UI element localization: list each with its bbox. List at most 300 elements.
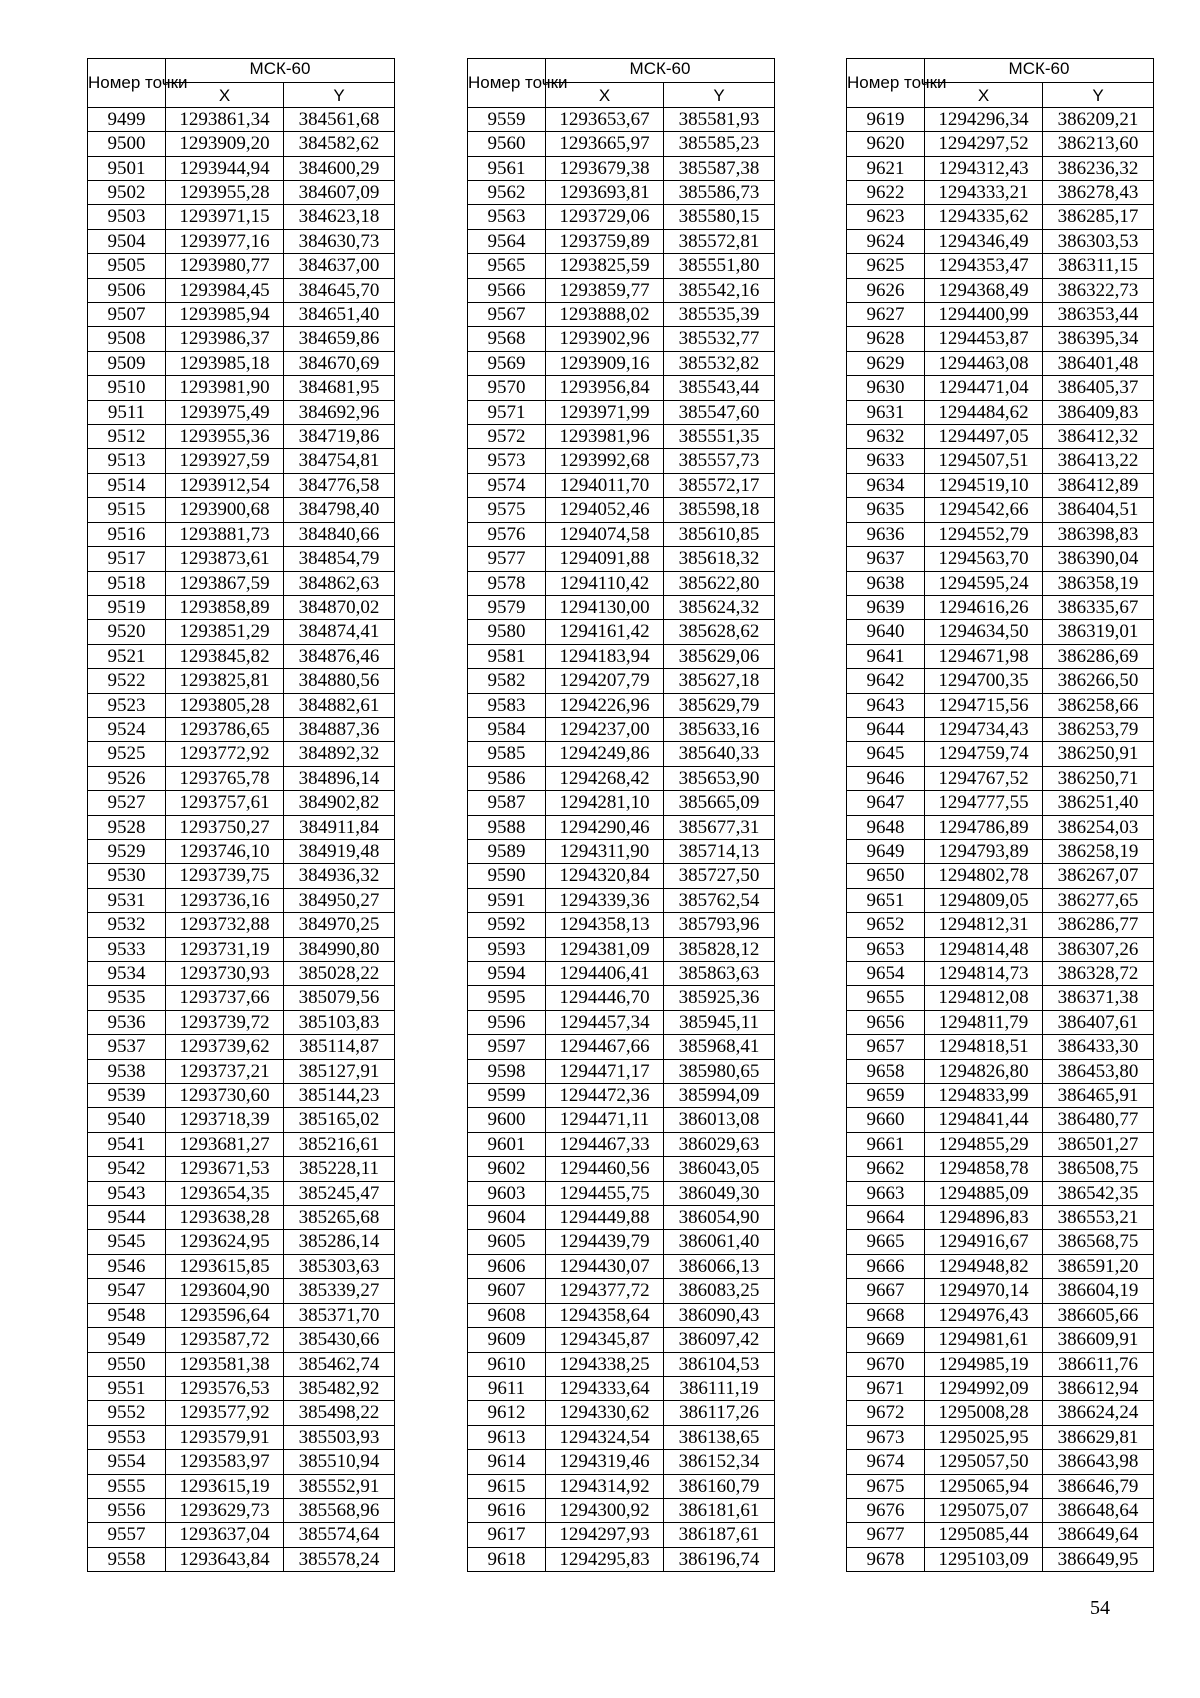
x-coordinate-cell: 1293637,04 bbox=[166, 1523, 284, 1547]
table-row bbox=[847, 962, 1154, 986]
x-coordinate-cell: 1294595,24 bbox=[925, 571, 1043, 595]
x-coordinate-cell: 1294226,96 bbox=[546, 693, 664, 717]
table-row bbox=[847, 1084, 1154, 1108]
point-number-header bbox=[88, 59, 188, 108]
point-number-cell: 9612 bbox=[468, 1401, 546, 1425]
table-row bbox=[88, 1279, 395, 1303]
table-row bbox=[468, 156, 775, 180]
point-number-cell: 9628 bbox=[847, 327, 925, 351]
point-number-cell: 9546 bbox=[88, 1254, 166, 1278]
x-coordinate-cell: 1295057,50 bbox=[925, 1450, 1043, 1474]
point-number-header-text: Номер точки bbox=[847, 73, 947, 93]
y-coordinate-cell: 386612,94 bbox=[1043, 1376, 1154, 1400]
x-coordinate-cell: 1294818,51 bbox=[925, 1035, 1043, 1059]
table-row bbox=[847, 1303, 1154, 1327]
x-coordinate-cell: 1293731,19 bbox=[166, 937, 284, 961]
table-row bbox=[88, 107, 395, 131]
y-coordinate-cell: 385624,32 bbox=[664, 595, 775, 619]
point-number-cell: 9500 bbox=[88, 132, 166, 156]
y-coordinate-cell: 385863,63 bbox=[664, 962, 775, 986]
table-row bbox=[847, 1181, 1154, 1205]
x-coordinate-cell: 1294916,67 bbox=[925, 1230, 1043, 1254]
y-coordinate-cell: 385028,22 bbox=[284, 962, 395, 986]
y-coordinate-cell: 386209,21 bbox=[1043, 107, 1154, 131]
y-coordinate-cell: 385144,23 bbox=[284, 1084, 395, 1108]
point-number-cell: 9569 bbox=[468, 351, 546, 375]
point-number-cell: 9553 bbox=[88, 1425, 166, 1449]
y-coordinate-cell: 385572,17 bbox=[664, 473, 775, 497]
x-coordinate-cell: 1294311,90 bbox=[546, 839, 664, 863]
table-row bbox=[88, 839, 395, 863]
y-coordinate-cell: 385610,85 bbox=[664, 522, 775, 546]
table-row bbox=[88, 1474, 395, 1498]
point-number-cell: 9627 bbox=[847, 303, 925, 327]
y-coordinate-cell: 386181,61 bbox=[664, 1498, 775, 1522]
y-coordinate-cell: 384630,73 bbox=[284, 229, 395, 253]
point-number-cell: 9634 bbox=[847, 473, 925, 497]
y-coordinate-cell: 384950,27 bbox=[284, 888, 395, 912]
table-row bbox=[88, 962, 395, 986]
table-row bbox=[847, 1010, 1154, 1034]
x-coordinate-cell: 1293730,60 bbox=[166, 1084, 284, 1108]
x-coordinate-cell: 1294353,47 bbox=[925, 254, 1043, 278]
point-number-cell: 9654 bbox=[847, 962, 925, 986]
y-coordinate-cell: 386049,30 bbox=[664, 1181, 775, 1205]
y-coordinate-cell: 386591,20 bbox=[1043, 1254, 1154, 1278]
point-number-cell: 9547 bbox=[88, 1279, 166, 1303]
point-number-cell: 9533 bbox=[88, 937, 166, 961]
y-coordinate-cell: 386605,66 bbox=[1043, 1303, 1154, 1327]
x-coordinate-cell: 1293737,21 bbox=[166, 1059, 284, 1083]
x-coordinate-cell: 1293624,95 bbox=[166, 1230, 284, 1254]
table-row bbox=[88, 1181, 395, 1205]
x-coordinate-cell: 1293956,84 bbox=[546, 376, 664, 400]
table-row bbox=[468, 1181, 775, 1205]
x-coordinate-cell: 1293981,96 bbox=[546, 425, 664, 449]
point-number-header bbox=[847, 59, 947, 108]
point-number-cell: 9545 bbox=[88, 1230, 166, 1254]
table-row bbox=[88, 1108, 395, 1132]
point-number-cell: 9594 bbox=[468, 962, 546, 986]
y-coordinate-cell: 384970,25 bbox=[284, 913, 395, 937]
x-coordinate-cell: 1294052,46 bbox=[546, 498, 664, 522]
table-row bbox=[847, 376, 1154, 400]
y-coordinate-cell: 385572,81 bbox=[664, 229, 775, 253]
point-number-cell: 9617 bbox=[468, 1523, 546, 1547]
x-column-header: X bbox=[925, 83, 1043, 107]
table-row bbox=[468, 1254, 775, 1278]
x-coordinate-cell: 1294011,70 bbox=[546, 473, 664, 497]
y-coordinate-cell: 384870,02 bbox=[284, 595, 395, 619]
point-number-cell: 9515 bbox=[88, 498, 166, 522]
point-number-cell: 9508 bbox=[88, 327, 166, 351]
point-number-cell: 9671 bbox=[847, 1376, 925, 1400]
x-coordinate-cell: 1294471,11 bbox=[546, 1108, 664, 1132]
x-coordinate-cell: 1293980,77 bbox=[166, 254, 284, 278]
x-coordinate-cell: 1293583,97 bbox=[166, 1450, 284, 1474]
y-coordinate-cell: 386407,61 bbox=[1043, 1010, 1154, 1034]
table-row bbox=[88, 693, 395, 717]
point-number-cell: 9566 bbox=[468, 278, 546, 302]
x-coordinate-cell: 1294616,26 bbox=[925, 595, 1043, 619]
y-coordinate-cell: 386643,98 bbox=[1043, 1450, 1154, 1474]
point-number-cell: 9510 bbox=[88, 376, 166, 400]
table-row bbox=[468, 742, 775, 766]
x-coordinate-cell: 1293693,81 bbox=[546, 181, 664, 205]
x-coordinate-cell: 1294455,75 bbox=[546, 1181, 664, 1205]
table-row bbox=[468, 1450, 775, 1474]
point-number-cell: 9502 bbox=[88, 181, 166, 205]
table-row bbox=[88, 1157, 395, 1181]
y-coordinate-cell: 385503,93 bbox=[284, 1425, 395, 1449]
y-coordinate-cell: 385629,06 bbox=[664, 644, 775, 668]
y-coordinate-cell: 385585,23 bbox=[664, 132, 775, 156]
y-coordinate-cell: 385677,31 bbox=[664, 815, 775, 839]
y-coordinate-cell: 385587,38 bbox=[664, 156, 775, 180]
table-row bbox=[468, 1376, 775, 1400]
x-coordinate-cell: 1294671,98 bbox=[925, 644, 1043, 668]
y-coordinate-cell: 384681,95 bbox=[284, 376, 395, 400]
y-coordinate-cell: 385665,09 bbox=[664, 791, 775, 815]
table-row bbox=[468, 449, 775, 473]
y-coordinate-cell: 386624,24 bbox=[1043, 1401, 1154, 1425]
table-row bbox=[468, 351, 775, 375]
table-row bbox=[88, 1450, 395, 1474]
table-row bbox=[468, 571, 775, 595]
x-coordinate-cell: 1294381,09 bbox=[546, 937, 664, 961]
point-number-cell: 9595 bbox=[468, 986, 546, 1010]
y-coordinate-cell: 384561,68 bbox=[284, 107, 395, 131]
point-number-cell: 9603 bbox=[468, 1181, 546, 1205]
x-coordinate-cell: 1294281,10 bbox=[546, 791, 664, 815]
table-row bbox=[468, 1059, 775, 1083]
y-coordinate-cell: 385079,56 bbox=[284, 986, 395, 1010]
point-number-cell: 9593 bbox=[468, 937, 546, 961]
x-coordinate-cell: 1294855,29 bbox=[925, 1132, 1043, 1156]
x-coordinate-cell: 1293732,88 bbox=[166, 913, 284, 937]
point-number-cell: 9539 bbox=[88, 1084, 166, 1108]
x-coordinate-cell: 1293653,67 bbox=[546, 107, 664, 131]
y-coordinate-cell: 385727,50 bbox=[664, 864, 775, 888]
y-coordinate-cell: 385574,64 bbox=[284, 1523, 395, 1547]
table-row bbox=[88, 547, 395, 571]
table-row bbox=[847, 1523, 1154, 1547]
y-coordinate-cell: 384582,62 bbox=[284, 132, 395, 156]
point-number-cell: 9524 bbox=[88, 717, 166, 741]
y-coordinate-cell: 384911,84 bbox=[284, 815, 395, 839]
y-coordinate-cell: 386604,19 bbox=[1043, 1279, 1154, 1303]
point-number-cell: 9647 bbox=[847, 791, 925, 815]
table-row bbox=[847, 522, 1154, 546]
y-coordinate-cell: 386405,37 bbox=[1043, 376, 1154, 400]
y-coordinate-cell: 384887,36 bbox=[284, 717, 395, 741]
table-row bbox=[468, 669, 775, 693]
table-row bbox=[88, 205, 395, 229]
y-coordinate-cell: 385551,80 bbox=[664, 254, 775, 278]
point-number-cell: 9523 bbox=[88, 693, 166, 717]
x-coordinate-cell: 1293902,96 bbox=[546, 327, 664, 351]
y-coordinate-cell: 385640,33 bbox=[664, 742, 775, 766]
y-coordinate-cell: 384874,41 bbox=[284, 620, 395, 644]
point-number-cell: 9571 bbox=[468, 400, 546, 424]
x-coordinate-cell: 1293825,81 bbox=[166, 669, 284, 693]
x-coordinate-cell: 1293971,15 bbox=[166, 205, 284, 229]
x-coordinate-cell: 1293737,66 bbox=[166, 986, 284, 1010]
table-row bbox=[847, 473, 1154, 497]
table-row bbox=[468, 620, 775, 644]
table-row bbox=[468, 547, 775, 571]
table-row bbox=[468, 522, 775, 546]
table-row bbox=[847, 278, 1154, 302]
table-row bbox=[468, 1084, 775, 1108]
table-row bbox=[468, 132, 775, 156]
table-row bbox=[847, 181, 1154, 205]
y-coordinate-cell: 386322,73 bbox=[1043, 278, 1154, 302]
x-coordinate-cell: 1294110,42 bbox=[546, 571, 664, 595]
point-number-cell: 9600 bbox=[468, 1108, 546, 1132]
x-coordinate-cell: 1293654,35 bbox=[166, 1181, 284, 1205]
y-coordinate-cell: 385114,87 bbox=[284, 1035, 395, 1059]
x-coordinate-cell: 1294345,87 bbox=[546, 1328, 664, 1352]
point-number-cell: 9589 bbox=[468, 839, 546, 863]
point-number-cell: 9629 bbox=[847, 351, 925, 375]
point-number-cell: 9574 bbox=[468, 473, 546, 497]
point-number-cell: 9586 bbox=[468, 766, 546, 790]
x-coordinate-cell: 1294377,72 bbox=[546, 1279, 664, 1303]
point-number-cell: 9572 bbox=[468, 425, 546, 449]
point-number-cell: 9666 bbox=[847, 1254, 925, 1278]
point-number-cell: 9633 bbox=[847, 449, 925, 473]
point-number-cell: 9639 bbox=[847, 595, 925, 619]
point-number-cell: 9640 bbox=[847, 620, 925, 644]
point-number-cell: 9563 bbox=[468, 205, 546, 229]
x-coordinate-cell: 1294368,49 bbox=[925, 278, 1043, 302]
y-coordinate-cell: 384936,32 bbox=[284, 864, 395, 888]
point-number-cell: 9604 bbox=[468, 1206, 546, 1230]
table-row bbox=[468, 1206, 775, 1230]
y-coordinate-cell: 386395,34 bbox=[1043, 327, 1154, 351]
table-row bbox=[88, 1254, 395, 1278]
y-coordinate-cell: 386278,43 bbox=[1043, 181, 1154, 205]
x-coordinate-cell: 1294330,62 bbox=[546, 1401, 664, 1425]
x-coordinate-cell: 1294467,66 bbox=[546, 1035, 664, 1059]
x-coordinate-cell: 1294896,83 bbox=[925, 1206, 1043, 1230]
table-row bbox=[847, 1132, 1154, 1156]
point-number-cell: 9580 bbox=[468, 620, 546, 644]
point-number-cell: 9501 bbox=[88, 156, 166, 180]
x-coordinate-cell: 1293576,53 bbox=[166, 1376, 284, 1400]
point-number-cell: 9673 bbox=[847, 1425, 925, 1449]
table-row bbox=[847, 717, 1154, 741]
x-coordinate-cell: 1293679,38 bbox=[546, 156, 664, 180]
x-coordinate-cell: 1293587,72 bbox=[166, 1328, 284, 1352]
x-coordinate-cell: 1293681,27 bbox=[166, 1132, 284, 1156]
table-row bbox=[847, 498, 1154, 522]
x-coordinate-cell: 1295085,44 bbox=[925, 1523, 1043, 1547]
table-row bbox=[88, 303, 395, 327]
point-number-cell: 9610 bbox=[468, 1352, 546, 1376]
x-coordinate-cell: 1293985,94 bbox=[166, 303, 284, 327]
x-coordinate-cell: 1293665,97 bbox=[546, 132, 664, 156]
point-number-cell: 9567 bbox=[468, 303, 546, 327]
x-coordinate-cell: 1294320,84 bbox=[546, 864, 664, 888]
point-number-cell: 9635 bbox=[847, 498, 925, 522]
x-coordinate-cell: 1294812,31 bbox=[925, 913, 1043, 937]
x-coordinate-cell: 1294237,00 bbox=[546, 717, 664, 741]
point-number-cell: 9658 bbox=[847, 1059, 925, 1083]
table-row bbox=[847, 1376, 1154, 1400]
y-coordinate-cell: 386542,35 bbox=[1043, 1181, 1154, 1205]
point-number-cell: 9513 bbox=[88, 449, 166, 473]
table-row bbox=[847, 1425, 1154, 1449]
x-coordinate-cell: 1294812,08 bbox=[925, 986, 1043, 1010]
table-row bbox=[88, 1084, 395, 1108]
x-coordinate-cell: 1293765,78 bbox=[166, 766, 284, 790]
y-coordinate-cell: 385532,82 bbox=[664, 351, 775, 375]
point-number-cell: 9528 bbox=[88, 815, 166, 839]
y-coordinate-cell: 386160,79 bbox=[664, 1474, 775, 1498]
table-row bbox=[468, 888, 775, 912]
y-coordinate-cell: 386213,60 bbox=[1043, 132, 1154, 156]
table-row bbox=[847, 1254, 1154, 1278]
point-number-cell: 9542 bbox=[88, 1157, 166, 1181]
table-row bbox=[88, 181, 395, 205]
table-row bbox=[468, 717, 775, 741]
y-coordinate-cell: 386187,61 bbox=[664, 1523, 775, 1547]
point-number-cell: 9541 bbox=[88, 1132, 166, 1156]
x-coordinate-cell: 1294507,51 bbox=[925, 449, 1043, 473]
point-number-cell: 9590 bbox=[468, 864, 546, 888]
y-coordinate-cell: 386404,51 bbox=[1043, 498, 1154, 522]
table-row bbox=[88, 1035, 395, 1059]
y-coordinate-cell: 386335,67 bbox=[1043, 595, 1154, 619]
y-coordinate-cell: 384719,86 bbox=[284, 425, 395, 449]
y-coordinate-cell: 386043,05 bbox=[664, 1157, 775, 1181]
table-row bbox=[88, 571, 395, 595]
table-row bbox=[468, 278, 775, 302]
table-row bbox=[847, 351, 1154, 375]
point-number-cell: 9554 bbox=[88, 1450, 166, 1474]
y-coordinate-cell: 385580,15 bbox=[664, 205, 775, 229]
point-number-cell: 9558 bbox=[88, 1547, 166, 1571]
y-coordinate-cell: 385216,61 bbox=[284, 1132, 395, 1156]
table-row bbox=[88, 1498, 395, 1522]
point-number-cell: 9511 bbox=[88, 400, 166, 424]
table-row bbox=[88, 986, 395, 1010]
y-coordinate-cell: 385339,27 bbox=[284, 1279, 395, 1303]
point-number-cell: 9596 bbox=[468, 1010, 546, 1034]
point-number-cell: 9652 bbox=[847, 913, 925, 937]
x-coordinate-cell: 1293596,64 bbox=[166, 1303, 284, 1327]
y-coordinate-cell: 386097,42 bbox=[664, 1328, 775, 1352]
x-coordinate-cell: 1293984,45 bbox=[166, 278, 284, 302]
point-number-cell: 9522 bbox=[88, 669, 166, 693]
table-row bbox=[847, 303, 1154, 327]
table-row bbox=[847, 1352, 1154, 1376]
table-row bbox=[468, 400, 775, 424]
x-coordinate-cell: 1293739,62 bbox=[166, 1035, 284, 1059]
table-row bbox=[468, 1132, 775, 1156]
y-coordinate-cell: 386409,83 bbox=[1043, 400, 1154, 424]
y-coordinate-cell: 386611,76 bbox=[1043, 1352, 1154, 1376]
point-number-cell: 9668 bbox=[847, 1303, 925, 1327]
point-number-cell: 9588 bbox=[468, 815, 546, 839]
y-coordinate-cell: 386258,66 bbox=[1043, 693, 1154, 717]
x-coordinate-cell: 1294130,00 bbox=[546, 595, 664, 619]
x-coordinate-cell: 1293861,34 bbox=[166, 107, 284, 131]
point-number-cell: 9678 bbox=[847, 1547, 925, 1571]
y-coordinate-cell: 386433,30 bbox=[1043, 1035, 1154, 1059]
y-coordinate-cell: 385303,63 bbox=[284, 1254, 395, 1278]
x-coordinate-cell: 1294976,43 bbox=[925, 1303, 1043, 1327]
x-coordinate-cell: 1294471,17 bbox=[546, 1059, 664, 1083]
x-coordinate-cell: 1294312,43 bbox=[925, 156, 1043, 180]
point-number-cell: 9613 bbox=[468, 1425, 546, 1449]
x-coordinate-cell: 1293604,90 bbox=[166, 1279, 284, 1303]
point-number-cell: 9531 bbox=[88, 888, 166, 912]
point-number-cell: 9551 bbox=[88, 1376, 166, 1400]
x-coordinate-cell: 1294814,48 bbox=[925, 937, 1043, 961]
x-coordinate-cell: 1294296,34 bbox=[925, 107, 1043, 131]
table-row bbox=[468, 1547, 775, 1571]
y-coordinate-cell: 385994,09 bbox=[664, 1084, 775, 1108]
table-row bbox=[468, 1523, 775, 1547]
x-coordinate-cell: 1293643,84 bbox=[166, 1547, 284, 1571]
y-coordinate-cell: 386629,81 bbox=[1043, 1425, 1154, 1449]
x-coordinate-cell: 1294552,79 bbox=[925, 522, 1043, 546]
y-coordinate-cell: 386311,15 bbox=[1043, 254, 1154, 278]
x-coordinate-cell: 1294809,05 bbox=[925, 888, 1043, 912]
x-coordinate-cell: 1293579,91 bbox=[166, 1425, 284, 1449]
point-number-cell: 9601 bbox=[468, 1132, 546, 1156]
table-row bbox=[88, 791, 395, 815]
x-coordinate-cell: 1295103,09 bbox=[925, 1547, 1043, 1571]
table-row bbox=[468, 937, 775, 961]
table-row bbox=[847, 815, 1154, 839]
point-number-cell: 9675 bbox=[847, 1474, 925, 1498]
y-coordinate-cell: 384854,79 bbox=[284, 547, 395, 571]
table-row bbox=[847, 132, 1154, 156]
point-number-cell: 9537 bbox=[88, 1035, 166, 1059]
point-number-cell: 9648 bbox=[847, 815, 925, 839]
point-number-cell: 9535 bbox=[88, 986, 166, 1010]
y-coordinate-cell: 386390,04 bbox=[1043, 547, 1154, 571]
y-coordinate-cell: 385633,16 bbox=[664, 717, 775, 741]
table-row bbox=[847, 1230, 1154, 1254]
y-coordinate-cell: 385286,14 bbox=[284, 1230, 395, 1254]
y-coordinate-cell: 386277,65 bbox=[1043, 888, 1154, 912]
x-coordinate-cell: 1293858,89 bbox=[166, 595, 284, 619]
table-row bbox=[468, 1010, 775, 1034]
page-number: 54 bbox=[1090, 1597, 1110, 1619]
y-coordinate-cell: 385762,54 bbox=[664, 888, 775, 912]
x-coordinate-cell: 1293888,02 bbox=[546, 303, 664, 327]
x-coordinate-cell: 1293985,18 bbox=[166, 351, 284, 375]
point-number-cell: 9650 bbox=[847, 864, 925, 888]
table-row bbox=[88, 376, 395, 400]
y-coordinate-cell: 385510,94 bbox=[284, 1450, 395, 1474]
point-number-cell: 9585 bbox=[468, 742, 546, 766]
y-coordinate-cell: 384876,46 bbox=[284, 644, 395, 668]
point-number-cell: 9636 bbox=[847, 522, 925, 546]
x-coordinate-cell: 1293638,28 bbox=[166, 1206, 284, 1230]
point-number-cell: 9622 bbox=[847, 181, 925, 205]
point-number-cell: 9623 bbox=[847, 205, 925, 229]
point-number-cell: 9529 bbox=[88, 839, 166, 863]
point-number-cell: 9663 bbox=[847, 1181, 925, 1205]
x-coordinate-cell: 1294358,13 bbox=[546, 913, 664, 937]
table-row bbox=[468, 1401, 775, 1425]
